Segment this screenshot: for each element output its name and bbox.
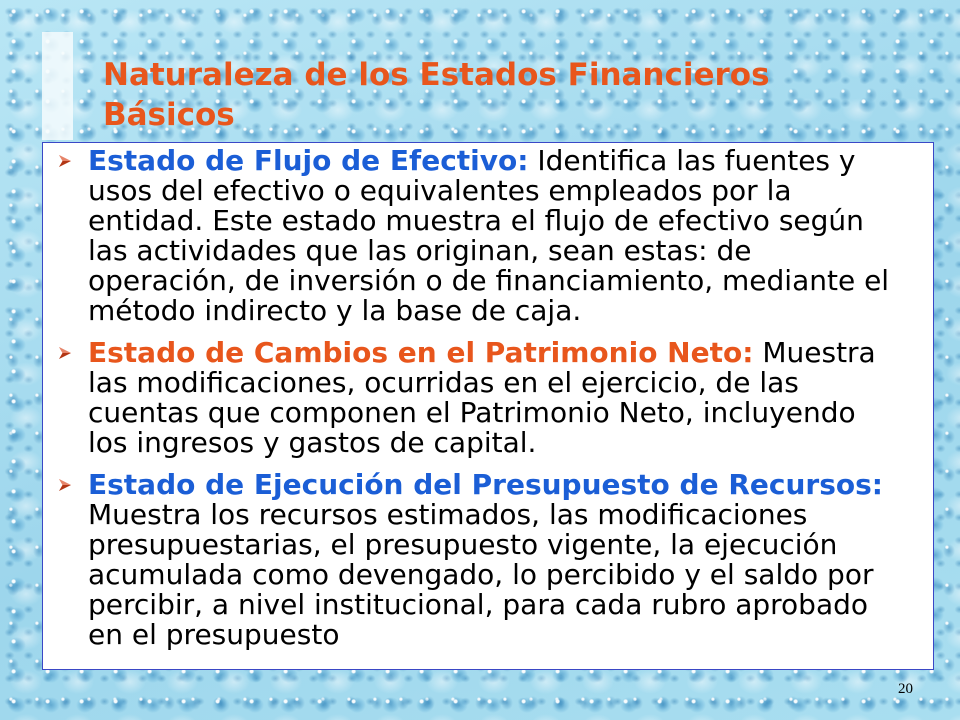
slide-title: [103, 55, 770, 135]
slide-title-line-2: Básicos: [103, 97, 235, 133]
bullet-line: cuentas que componen el Patrimonio Neto, incluyendo: [88, 396, 856, 429]
bullet-line: percibir, a nivel institucional, para cada rubro aprobado: [88, 588, 869, 621]
bullet-line: en el presupuesto: [88, 618, 340, 651]
content-box: [42, 142, 934, 670]
bullet-line: usos del efectivo o equivalentes empleados por la: [88, 174, 792, 207]
bullet-line: presupuestarias, el presupuesto vigente, la ejecución: [88, 528, 838, 561]
bullet-heading: Estado de Ejecución del Presupuesto de Recursos:: [88, 468, 883, 501]
bullet-line: Muestra los recursos estimados, las modificaciones: [88, 498, 808, 531]
bullet-line: método indirecto y la base de caja.: [88, 294, 582, 327]
bullet-line: operación, de inversión o de financiamiento, mediante el: [88, 264, 890, 297]
bullet-item-ejecucion-presupuesto: [43, 470, 933, 650]
page-number: 20: [898, 681, 913, 697]
bullet-first-line-text: Muestra: [762, 336, 876, 369]
bullet-list: [43, 146, 933, 662]
bullet-line: las modificaciones, ocurridas en el ejercicio, de las: [88, 366, 799, 399]
bullet-text: [88, 338, 933, 458]
arrow-bullet-icon: [58, 154, 72, 168]
bullet-first-line-text: Identifica las fuentes y: [537, 144, 856, 177]
bullet-line: entidad. Este estado muestra el flujo de efectivo según: [88, 204, 864, 237]
bullet-first-line: [88, 470, 933, 500]
bullet-text: [88, 146, 933, 326]
bullet-item-cambios-patrimonio-neto: [43, 338, 933, 458]
slide-title-line-1: Naturaleza de los Estados Financieros: [103, 57, 770, 93]
bullet-line: los ingresos y gastos de capital.: [88, 426, 537, 459]
bullet-first-line: [88, 338, 933, 368]
bullet-item-flujo-de-efectivo: [43, 146, 933, 326]
bullet-heading: Estado de Cambios en el Patrimonio Neto:: [88, 336, 754, 369]
bullet-line: las actividades que las originan, sean estas: de: [88, 234, 752, 267]
arrow-bullet-icon: [58, 346, 72, 360]
bullet-text: [88, 470, 933, 650]
bullet-line: acumulada como devengado, lo percibido y el saldo por: [88, 558, 874, 591]
bullet-heading: Estado de Flujo de Efectivo:: [88, 144, 529, 177]
title-accent-bar: [42, 32, 73, 140]
arrow-bullet-icon: [58, 478, 72, 492]
bullet-first-line: [88, 146, 933, 176]
